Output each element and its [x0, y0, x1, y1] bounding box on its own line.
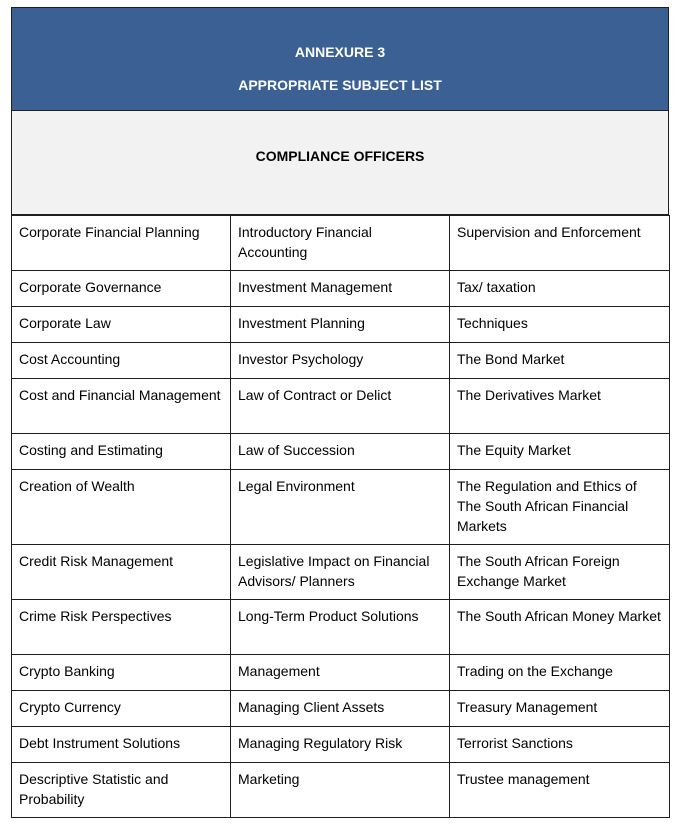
table-cell: Crypto Currency — [12, 691, 231, 727]
table-row — [12, 216, 670, 271]
table-cell: Law of Succession — [231, 434, 450, 470]
table-cell: Law of Contract or Delict — [231, 379, 450, 434]
table-row — [12, 655, 670, 691]
table-cell: Crime Risk Perspectives — [12, 600, 231, 655]
table-cell: Corporate Law — [12, 307, 231, 343]
annexure-header — [11, 7, 669, 111]
table-cell: Trustee management — [450, 763, 670, 818]
table-cell: Investment Planning — [231, 307, 450, 343]
table-cell: Management — [231, 655, 450, 691]
table-cell: The Derivatives Market — [450, 379, 670, 434]
table-cell: Supervision and Enforcement — [450, 216, 670, 271]
table-cell: Long-Term Product Solutions — [231, 600, 450, 655]
table-row — [12, 307, 670, 343]
table-row — [12, 434, 670, 470]
table-cell: Corporate Governance — [12, 271, 231, 307]
table-cell: Managing Regulatory Risk — [231, 727, 450, 763]
table-cell: Trading on the Exchange — [450, 655, 670, 691]
table-cell: Credit Risk Management — [12, 545, 231, 600]
table-cell: Costing and Estimating — [12, 434, 231, 470]
annexure-title: ANNEXURE 3 — [294, 44, 386, 60]
table-row — [12, 379, 670, 434]
table-cell: Techniques — [450, 307, 670, 343]
section-header — [11, 111, 669, 215]
table-cell: Marketing — [231, 763, 450, 818]
table-cell: Debt Instrument Solutions — [12, 727, 231, 763]
document — [11, 7, 669, 818]
table-cell: The South African Foreign Exchange Market — [450, 545, 670, 600]
annexure-subtitle: APPROPRIATE SUBJECT LIST — [238, 77, 442, 93]
table-cell: Investment Management — [231, 271, 450, 307]
table-cell: Tax/ taxation — [450, 271, 670, 307]
table-cell: Terrorist Sanctions — [450, 727, 670, 763]
table-cell: Cost Accounting — [12, 343, 231, 379]
subject-table — [11, 215, 670, 818]
table-cell: Legal Environment — [231, 470, 450, 545]
table-cell: The Equity Market — [450, 434, 670, 470]
table-cell: The Bond Market — [450, 343, 670, 379]
table-row — [12, 470, 670, 545]
table-row — [12, 545, 670, 600]
section-title: COMPLIANCE OFFICERS — [255, 148, 425, 164]
table-row — [12, 691, 670, 727]
table-cell: Corporate Financial Planning — [12, 216, 231, 271]
table-cell: The Regulation and Ethics of The South African Financial Markets — [450, 470, 670, 545]
table-cell: The South African Money Market — [450, 600, 670, 655]
table-cell: Descriptive Statistic and Probability — [12, 763, 231, 818]
table-cell: Treasury Management — [450, 691, 670, 727]
table-cell: Managing Client Assets — [231, 691, 450, 727]
table-cell: Cost and Financial Management — [12, 379, 231, 434]
table-cell: Investor Psychology — [231, 343, 450, 379]
table-row — [12, 727, 670, 763]
table-cell: Legislative Impact on Financial Advisors/ Planners — [231, 545, 450, 600]
table-row — [12, 271, 670, 307]
table-row — [12, 763, 670, 818]
table-cell: Creation of Wealth — [12, 470, 231, 545]
table-row — [12, 600, 670, 655]
table-row — [12, 343, 670, 379]
table-cell: Crypto Banking — [12, 655, 231, 691]
table-cell: Introductory Financial Accounting — [231, 216, 450, 271]
